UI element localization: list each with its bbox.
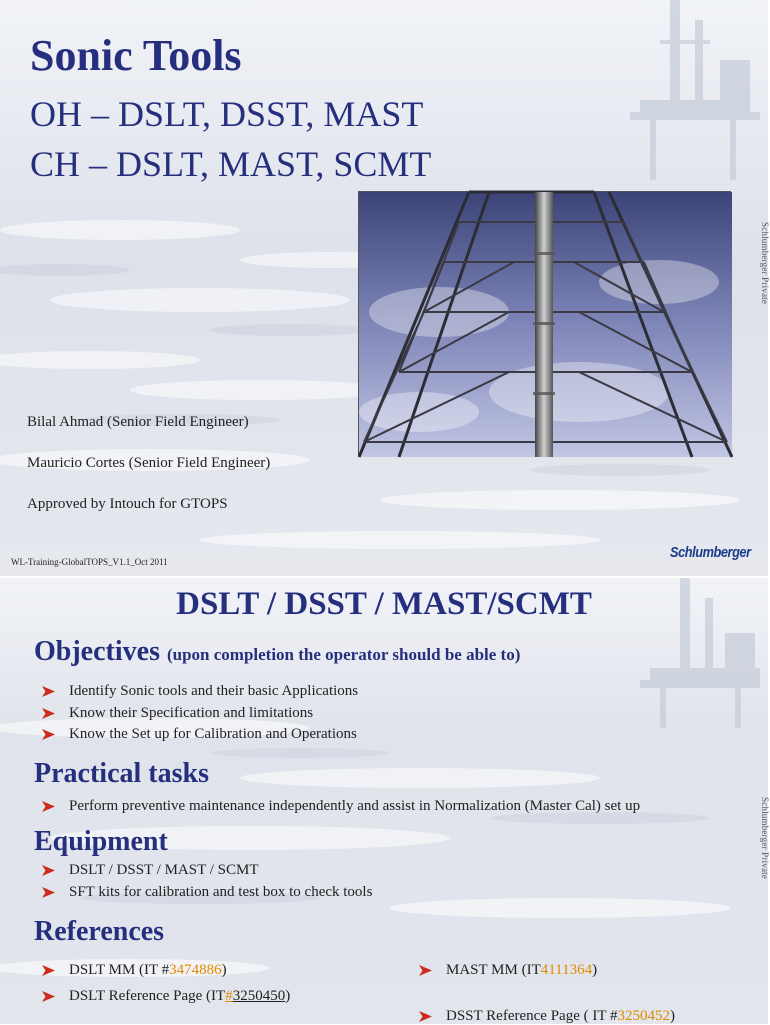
classification-label: Schlumberger Private [760, 797, 770, 880]
arrow-bullet-icon [42, 729, 55, 740]
list-item: Know the Set up for Calibration and Operations [42, 724, 358, 746]
references-heading: References [34, 916, 165, 947]
author-credit: Bilal Ahmad (Senior Field Engineer) [27, 414, 249, 430]
reference-dslt-mm: DSLT MM (IT # 3474886 ) [42, 962, 227, 979]
equipment-list [42, 860, 372, 903]
arrow-bullet-icon [42, 686, 55, 697]
company-logo: Schlumberger [670, 544, 751, 561]
arrow-bullet-icon [42, 865, 55, 876]
equipment-heading: Equipment [34, 826, 168, 857]
arrow-bullet-icon [42, 991, 55, 1002]
objectives-heading [34, 638, 520, 666]
reference-dslt-page: DSLT Reference Page (IT # 3250450 ) [42, 988, 290, 1005]
practical-tasks-list [42, 796, 640, 818]
objectives-slide [0, 578, 768, 1024]
arrow-bullet-icon [42, 887, 55, 898]
derrick-photo [358, 191, 731, 456]
author-credit: Mauricio Cortes (Senior Field Engineer) [27, 455, 271, 471]
document-code: WL-Training-GlobalTOPS_V1.1_Oct 2011 [11, 557, 168, 567]
objectives-list [42, 681, 358, 746]
page-title: DSLT / DSST / MAST/SCMT [176, 586, 592, 622]
list-item: DSLT / DSST / MAST / SCMT [42, 860, 372, 882]
reference-mast-mm: MAST MM (IT 4111364 ) [419, 962, 597, 979]
list-item: Know their Specification and limitations [42, 703, 358, 725]
list-item: Identify Sonic tools and their basic Applications [42, 681, 358, 703]
approval-note: Approved by Intouch for GTOPS [27, 496, 228, 512]
page-title: Sonic Tools [30, 31, 242, 80]
reference-dsst-page: DSST Reference Page ( IT # 3250452 ) [419, 1008, 675, 1025]
subtitle-cased-hole: CH – DSLT, MAST, SCMT [30, 144, 432, 184]
list-item: SFT kits for calibration and test box to check tools [42, 882, 372, 904]
subtitle-open-hole: OH – DSLT, DSST, MAST [30, 94, 424, 134]
list-item: Perform preventive maintenance independently and assist in Normalization (Master Cal) set up [42, 796, 640, 818]
arrow-bullet-icon [419, 965, 432, 976]
arrow-bullet-icon [419, 1011, 432, 1022]
practical-tasks-heading: Practical tasks [34, 758, 209, 789]
oil-rig-icon [600, 0, 768, 180]
objectives-heading-text: Objectives [34, 636, 160, 667]
arrow-bullet-icon [42, 801, 55, 812]
arrow-bullet-icon [42, 708, 55, 719]
arrow-bullet-icon [42, 965, 55, 976]
reference-link[interactable]: # [225, 988, 233, 1004]
reference-link[interactable]: 4111364 [540, 962, 593, 978]
objectives-note: (upon completion the operator should be able to) [166, 645, 521, 664]
reference-link[interactable]: 3474886 [169, 962, 222, 978]
classification-label: Schlumberger Private [760, 222, 770, 305]
reference-link[interactable]: 3250452 [617, 1008, 670, 1024]
reference-link[interactable]: 3250450 [232, 988, 286, 1004]
